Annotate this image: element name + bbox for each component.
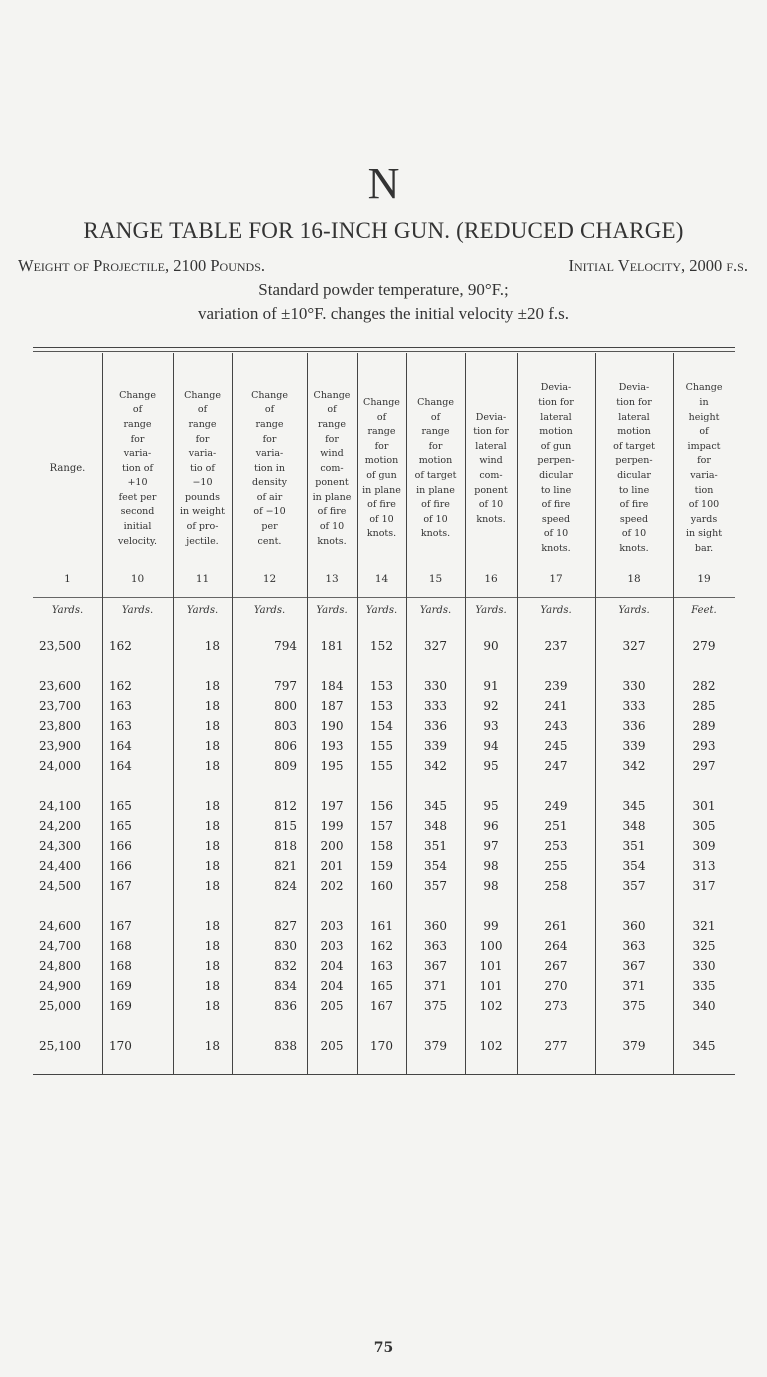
value-cell: 375 xyxy=(424,999,447,1013)
value-cell: 204 xyxy=(320,959,344,973)
value-cell: 335 xyxy=(692,979,716,993)
range-cell: 24,300 xyxy=(39,839,81,853)
column-header xyxy=(173,353,232,585)
value-cell: 379 xyxy=(622,1039,646,1053)
section-letter: N xyxy=(367,159,400,208)
value-cell: 193 xyxy=(320,739,344,753)
value-cell: 267 xyxy=(544,959,568,973)
value-cell: 102 xyxy=(479,1039,503,1053)
value-cell: 824 xyxy=(274,879,297,893)
value-cell: 327 xyxy=(622,639,646,653)
value-cell: 317 xyxy=(692,879,716,893)
value-cell: 336 xyxy=(424,719,447,733)
value-cell: 168 xyxy=(109,959,132,973)
value-cell: 159 xyxy=(370,859,393,873)
column-unit: Yards. xyxy=(51,605,84,616)
column-number: 10 xyxy=(130,573,145,585)
value-cell: 152 xyxy=(370,639,393,653)
value-cell: 339 xyxy=(424,739,447,753)
value-cell: 170 xyxy=(370,1039,393,1053)
value-cell: 818 xyxy=(274,839,297,853)
value-cell: 249 xyxy=(544,799,568,813)
value-cell: 251 xyxy=(544,819,568,833)
column-header xyxy=(307,353,357,585)
projectile-weight: Weight of Projectile, 2100 Pounds. xyxy=(18,256,266,275)
value-cell: 301 xyxy=(692,799,716,813)
value-cell: 162 xyxy=(109,679,132,693)
value-cell: 18 xyxy=(204,719,220,733)
column-unit: Yards. xyxy=(365,605,398,616)
column-unit: Yards. xyxy=(186,605,219,616)
value-cell: 162 xyxy=(370,939,393,953)
range-cell: 23,700 xyxy=(39,699,81,713)
column-header xyxy=(102,353,173,585)
column-header-text: Change of range for varia- tion of +10 feet per second initial velocity. xyxy=(117,389,158,547)
range-cell: 25,100 xyxy=(39,1039,81,1053)
column-header-text: Devia- tion for lateral wind com- ponent of 10 knots. xyxy=(473,411,509,525)
value-cell: 163 xyxy=(370,959,393,973)
initial-velocity: Initial Velocity, 2000 f.s. xyxy=(568,256,748,275)
value-cell: 357 xyxy=(622,879,646,893)
value-cell: 800 xyxy=(274,699,297,713)
value-cell: 18 xyxy=(204,739,220,753)
range-cell: 25,000 xyxy=(39,999,81,1013)
value-cell: 834 xyxy=(274,979,297,993)
value-cell: 245 xyxy=(544,739,568,753)
column-unit: Yards. xyxy=(316,605,348,616)
value-cell: 351 xyxy=(424,839,447,853)
column-unit: Yards. xyxy=(475,605,507,616)
value-cell: 197 xyxy=(320,799,344,813)
value-cell: 812 xyxy=(274,799,297,813)
column-header xyxy=(673,353,735,585)
value-cell: 340 xyxy=(692,999,716,1013)
column-header-text: Devia- tion for lateral motion of gun perpen- dicular to line of fire speed of 10 knots. xyxy=(537,382,575,554)
column-number: 1 xyxy=(64,573,71,585)
value-cell: 367 xyxy=(622,959,646,973)
value-cell: 202 xyxy=(320,879,344,893)
value-cell: 293 xyxy=(692,739,716,753)
column-number: 14 xyxy=(374,573,389,585)
value-cell: 18 xyxy=(204,839,220,853)
range-cell: 23,600 xyxy=(39,679,81,693)
column-unit: Yards. xyxy=(121,605,154,616)
value-cell: 367 xyxy=(424,959,447,973)
standard-temperature: Standard powder temperature, 90°F.; xyxy=(258,280,509,299)
value-cell: 18 xyxy=(204,799,220,813)
value-cell: 153 xyxy=(370,699,393,713)
value-cell: 101 xyxy=(479,959,503,973)
value-cell: 371 xyxy=(424,979,447,993)
value-cell: 190 xyxy=(320,719,344,733)
value-cell: 199 xyxy=(320,819,344,833)
value-cell: 187 xyxy=(320,699,344,713)
column-header-text: Change of range for varia- tion in density of air of −10 per cent. xyxy=(251,389,288,547)
value-cell: 164 xyxy=(109,759,132,773)
value-cell: 351 xyxy=(622,839,646,853)
value-cell: 330 xyxy=(424,679,447,693)
value-cell: 18 xyxy=(204,939,220,953)
value-cell: 18 xyxy=(204,759,220,773)
column-header-text: Devia- tion for lateral motion of target perpen- dicular to line of fire speed of 10 knots. xyxy=(613,382,655,554)
value-cell: 155 xyxy=(370,759,393,773)
value-cell: 181 xyxy=(320,639,344,653)
value-cell: 18 xyxy=(204,919,220,933)
table-top-rule-inner xyxy=(33,351,735,352)
value-cell: 277 xyxy=(544,1039,568,1053)
value-cell: 163 xyxy=(109,719,132,733)
range-cell: 24,400 xyxy=(39,859,81,873)
value-cell: 101 xyxy=(479,979,503,993)
value-cell: 160 xyxy=(370,879,393,893)
value-cell: 153 xyxy=(370,679,393,693)
value-cell: 167 xyxy=(109,919,132,933)
value-cell: 321 xyxy=(692,919,716,933)
value-cell: 91 xyxy=(483,679,499,693)
value-cell: 375 xyxy=(622,999,646,1013)
value-cell: 100 xyxy=(479,939,503,953)
value-cell: 96 xyxy=(483,819,499,833)
value-cell: 18 xyxy=(204,699,220,713)
value-cell: 279 xyxy=(692,639,716,653)
column-number: 12 xyxy=(262,573,277,585)
value-cell: 18 xyxy=(204,879,220,893)
value-cell: 809 xyxy=(274,759,297,773)
column-header xyxy=(517,353,595,585)
value-cell: 97 xyxy=(483,839,499,853)
value-cell: 95 xyxy=(483,759,499,773)
value-cell: 363 xyxy=(622,939,646,953)
range-cell: 23,500 xyxy=(39,639,81,653)
value-cell: 354 xyxy=(424,859,447,873)
value-cell: 203 xyxy=(320,939,344,953)
value-cell: 348 xyxy=(424,819,447,833)
column-header xyxy=(33,353,102,585)
value-cell: 155 xyxy=(370,739,393,753)
value-cell: 164 xyxy=(109,739,132,753)
value-cell: 98 xyxy=(483,879,499,893)
value-cell: 264 xyxy=(544,939,568,953)
value-cell: 289 xyxy=(692,719,716,733)
column-number: 11 xyxy=(195,573,210,585)
value-cell: 94 xyxy=(483,739,499,753)
value-cell: 93 xyxy=(483,719,499,733)
column-header xyxy=(595,353,673,585)
column-header-text: Change of range for wind com- ponent in plane of fire of 10 knots. xyxy=(312,389,352,547)
value-cell: 18 xyxy=(204,999,220,1013)
value-cell: 158 xyxy=(370,839,393,853)
column-header xyxy=(465,353,517,585)
value-cell: 18 xyxy=(204,679,220,693)
value-cell: 169 xyxy=(109,979,132,993)
table-bottom-rule xyxy=(33,1074,735,1075)
range-cell: 24,800 xyxy=(39,959,81,973)
column-header xyxy=(357,353,406,585)
column-number: 15 xyxy=(428,573,443,585)
value-cell: 330 xyxy=(622,679,646,693)
value-cell: 167 xyxy=(109,879,132,893)
column-number: 13 xyxy=(325,573,339,585)
value-cell: 156 xyxy=(370,799,393,813)
value-cell: 830 xyxy=(274,939,297,953)
value-cell: 165 xyxy=(109,819,132,833)
value-cell: 342 xyxy=(424,759,447,773)
range-cell: 23,800 xyxy=(39,719,81,733)
value-cell: 237 xyxy=(544,639,568,653)
value-cell: 92 xyxy=(483,699,499,713)
value-cell: 247 xyxy=(544,759,568,773)
value-cell: 167 xyxy=(370,999,393,1013)
range-cell: 24,200 xyxy=(39,819,81,833)
value-cell: 371 xyxy=(622,979,646,993)
value-cell: 170 xyxy=(109,1039,132,1053)
value-cell: 241 xyxy=(544,699,568,713)
range-cell: 24,000 xyxy=(39,759,81,773)
value-cell: 201 xyxy=(320,859,344,873)
header-separator xyxy=(33,597,735,598)
value-cell: 18 xyxy=(204,979,220,993)
value-cell: 827 xyxy=(274,919,297,933)
value-cell: 336 xyxy=(622,719,646,733)
value-cell: 282 xyxy=(692,679,716,693)
value-cell: 803 xyxy=(274,719,297,733)
range-cell: 24,900 xyxy=(39,979,81,993)
column-number: 17 xyxy=(549,573,563,585)
value-cell: 18 xyxy=(204,959,220,973)
value-cell: 18 xyxy=(204,859,220,873)
value-cell: 261 xyxy=(544,919,568,933)
value-cell: 273 xyxy=(544,999,568,1013)
value-cell: 313 xyxy=(692,859,716,873)
page-title: RANGE TABLE FOR 16-INCH GUN. (REDUCED CHARGE) xyxy=(83,218,684,243)
value-cell: 330 xyxy=(692,959,716,973)
value-cell: 98 xyxy=(483,859,499,873)
value-cell: 360 xyxy=(424,919,447,933)
value-cell: 204 xyxy=(320,979,344,993)
range-cell: 24,100 xyxy=(39,799,81,813)
value-cell: 157 xyxy=(370,819,393,833)
value-cell: 348 xyxy=(622,819,646,833)
column-unit: Yards. xyxy=(618,605,650,616)
value-cell: 357 xyxy=(424,879,447,893)
value-cell: 836 xyxy=(274,999,297,1013)
column-number: 16 xyxy=(484,573,498,585)
column-header xyxy=(406,353,465,585)
value-cell: 297 xyxy=(692,759,716,773)
value-cell: 165 xyxy=(109,799,132,813)
value-cell: 339 xyxy=(622,739,646,753)
value-cell: 243 xyxy=(544,719,568,733)
column-unit: Yards. xyxy=(419,605,452,616)
value-cell: 203 xyxy=(320,919,344,933)
column-number: 19 xyxy=(697,573,711,585)
column-header-text: Change of range for motion of target in plane of fire of 10 knots. xyxy=(414,397,457,540)
value-cell: 325 xyxy=(692,939,716,953)
column-header-text: Change of range for varia- tio of −10 pounds in weight of pro- jectile. xyxy=(180,389,225,547)
table-top-rule xyxy=(33,347,735,348)
value-cell: 309 xyxy=(692,839,716,853)
value-cell: 327 xyxy=(424,639,447,653)
value-cell: 832 xyxy=(274,959,297,973)
value-cell: 345 xyxy=(424,799,447,813)
value-cell: 205 xyxy=(320,1039,344,1053)
value-cell: 342 xyxy=(622,759,646,773)
value-cell: 797 xyxy=(274,679,297,693)
value-cell: 345 xyxy=(692,1039,716,1053)
value-cell: 200 xyxy=(320,839,344,853)
range-cell: 24,700 xyxy=(39,939,81,953)
value-cell: 165 xyxy=(370,979,393,993)
value-cell: 821 xyxy=(274,859,297,873)
value-cell: 794 xyxy=(274,639,297,653)
value-cell: 838 xyxy=(274,1039,297,1053)
value-cell: 18 xyxy=(204,639,220,653)
value-cell: 163 xyxy=(109,699,132,713)
page-number: 75 xyxy=(373,1340,394,1356)
value-cell: 99 xyxy=(483,919,499,933)
value-cell: 205 xyxy=(320,999,344,1013)
range-cell: 24,500 xyxy=(39,879,81,893)
value-cell: 345 xyxy=(622,799,646,813)
value-cell: 90 xyxy=(483,639,499,653)
column-header xyxy=(232,353,307,585)
value-cell: 239 xyxy=(544,679,568,693)
value-cell: 166 xyxy=(109,839,132,853)
variation-note: variation of ±10°F. changes the initial velocity ±20 f.s. xyxy=(197,304,570,323)
value-cell: 354 xyxy=(622,859,646,873)
value-cell: 162 xyxy=(109,639,132,653)
column-header-text: Change in height of impact for varia- tion of 100 yards in sight bar. xyxy=(685,382,723,554)
value-cell: 379 xyxy=(424,1039,447,1053)
range-cell: 24,600 xyxy=(39,919,81,933)
column-number: 18 xyxy=(627,573,641,585)
value-cell: 806 xyxy=(274,739,297,753)
column-header-text: Change of range for motion of gun in plane of fire of 10 knots. xyxy=(362,397,401,540)
value-cell: 166 xyxy=(109,859,132,873)
value-cell: 195 xyxy=(320,759,344,773)
value-cell: 285 xyxy=(692,699,716,713)
value-cell: 255 xyxy=(544,859,568,873)
value-cell: 333 xyxy=(424,699,447,713)
value-cell: 270 xyxy=(544,979,568,993)
column-unit: Yards. xyxy=(540,605,572,616)
value-cell: 18 xyxy=(204,819,220,833)
range-cell: 23,900 xyxy=(39,739,81,753)
value-cell: 168 xyxy=(109,939,132,953)
value-cell: 161 xyxy=(370,919,393,933)
value-cell: 18 xyxy=(204,1039,220,1053)
value-cell: 253 xyxy=(544,839,568,853)
value-cell: 363 xyxy=(424,939,447,953)
value-cell: 333 xyxy=(622,699,646,713)
value-cell: 184 xyxy=(320,679,344,693)
value-cell: 102 xyxy=(479,999,503,1013)
value-cell: 360 xyxy=(622,919,646,933)
value-cell: 305 xyxy=(692,819,716,833)
value-cell: 95 xyxy=(483,799,499,813)
column-header-text: Range. xyxy=(49,462,86,474)
column-unit: Feet. xyxy=(691,605,717,616)
value-cell: 815 xyxy=(274,819,297,833)
value-cell: 258 xyxy=(544,879,568,893)
value-cell: 154 xyxy=(370,719,393,733)
column-unit: Yards. xyxy=(253,605,286,616)
value-cell: 169 xyxy=(109,999,132,1013)
